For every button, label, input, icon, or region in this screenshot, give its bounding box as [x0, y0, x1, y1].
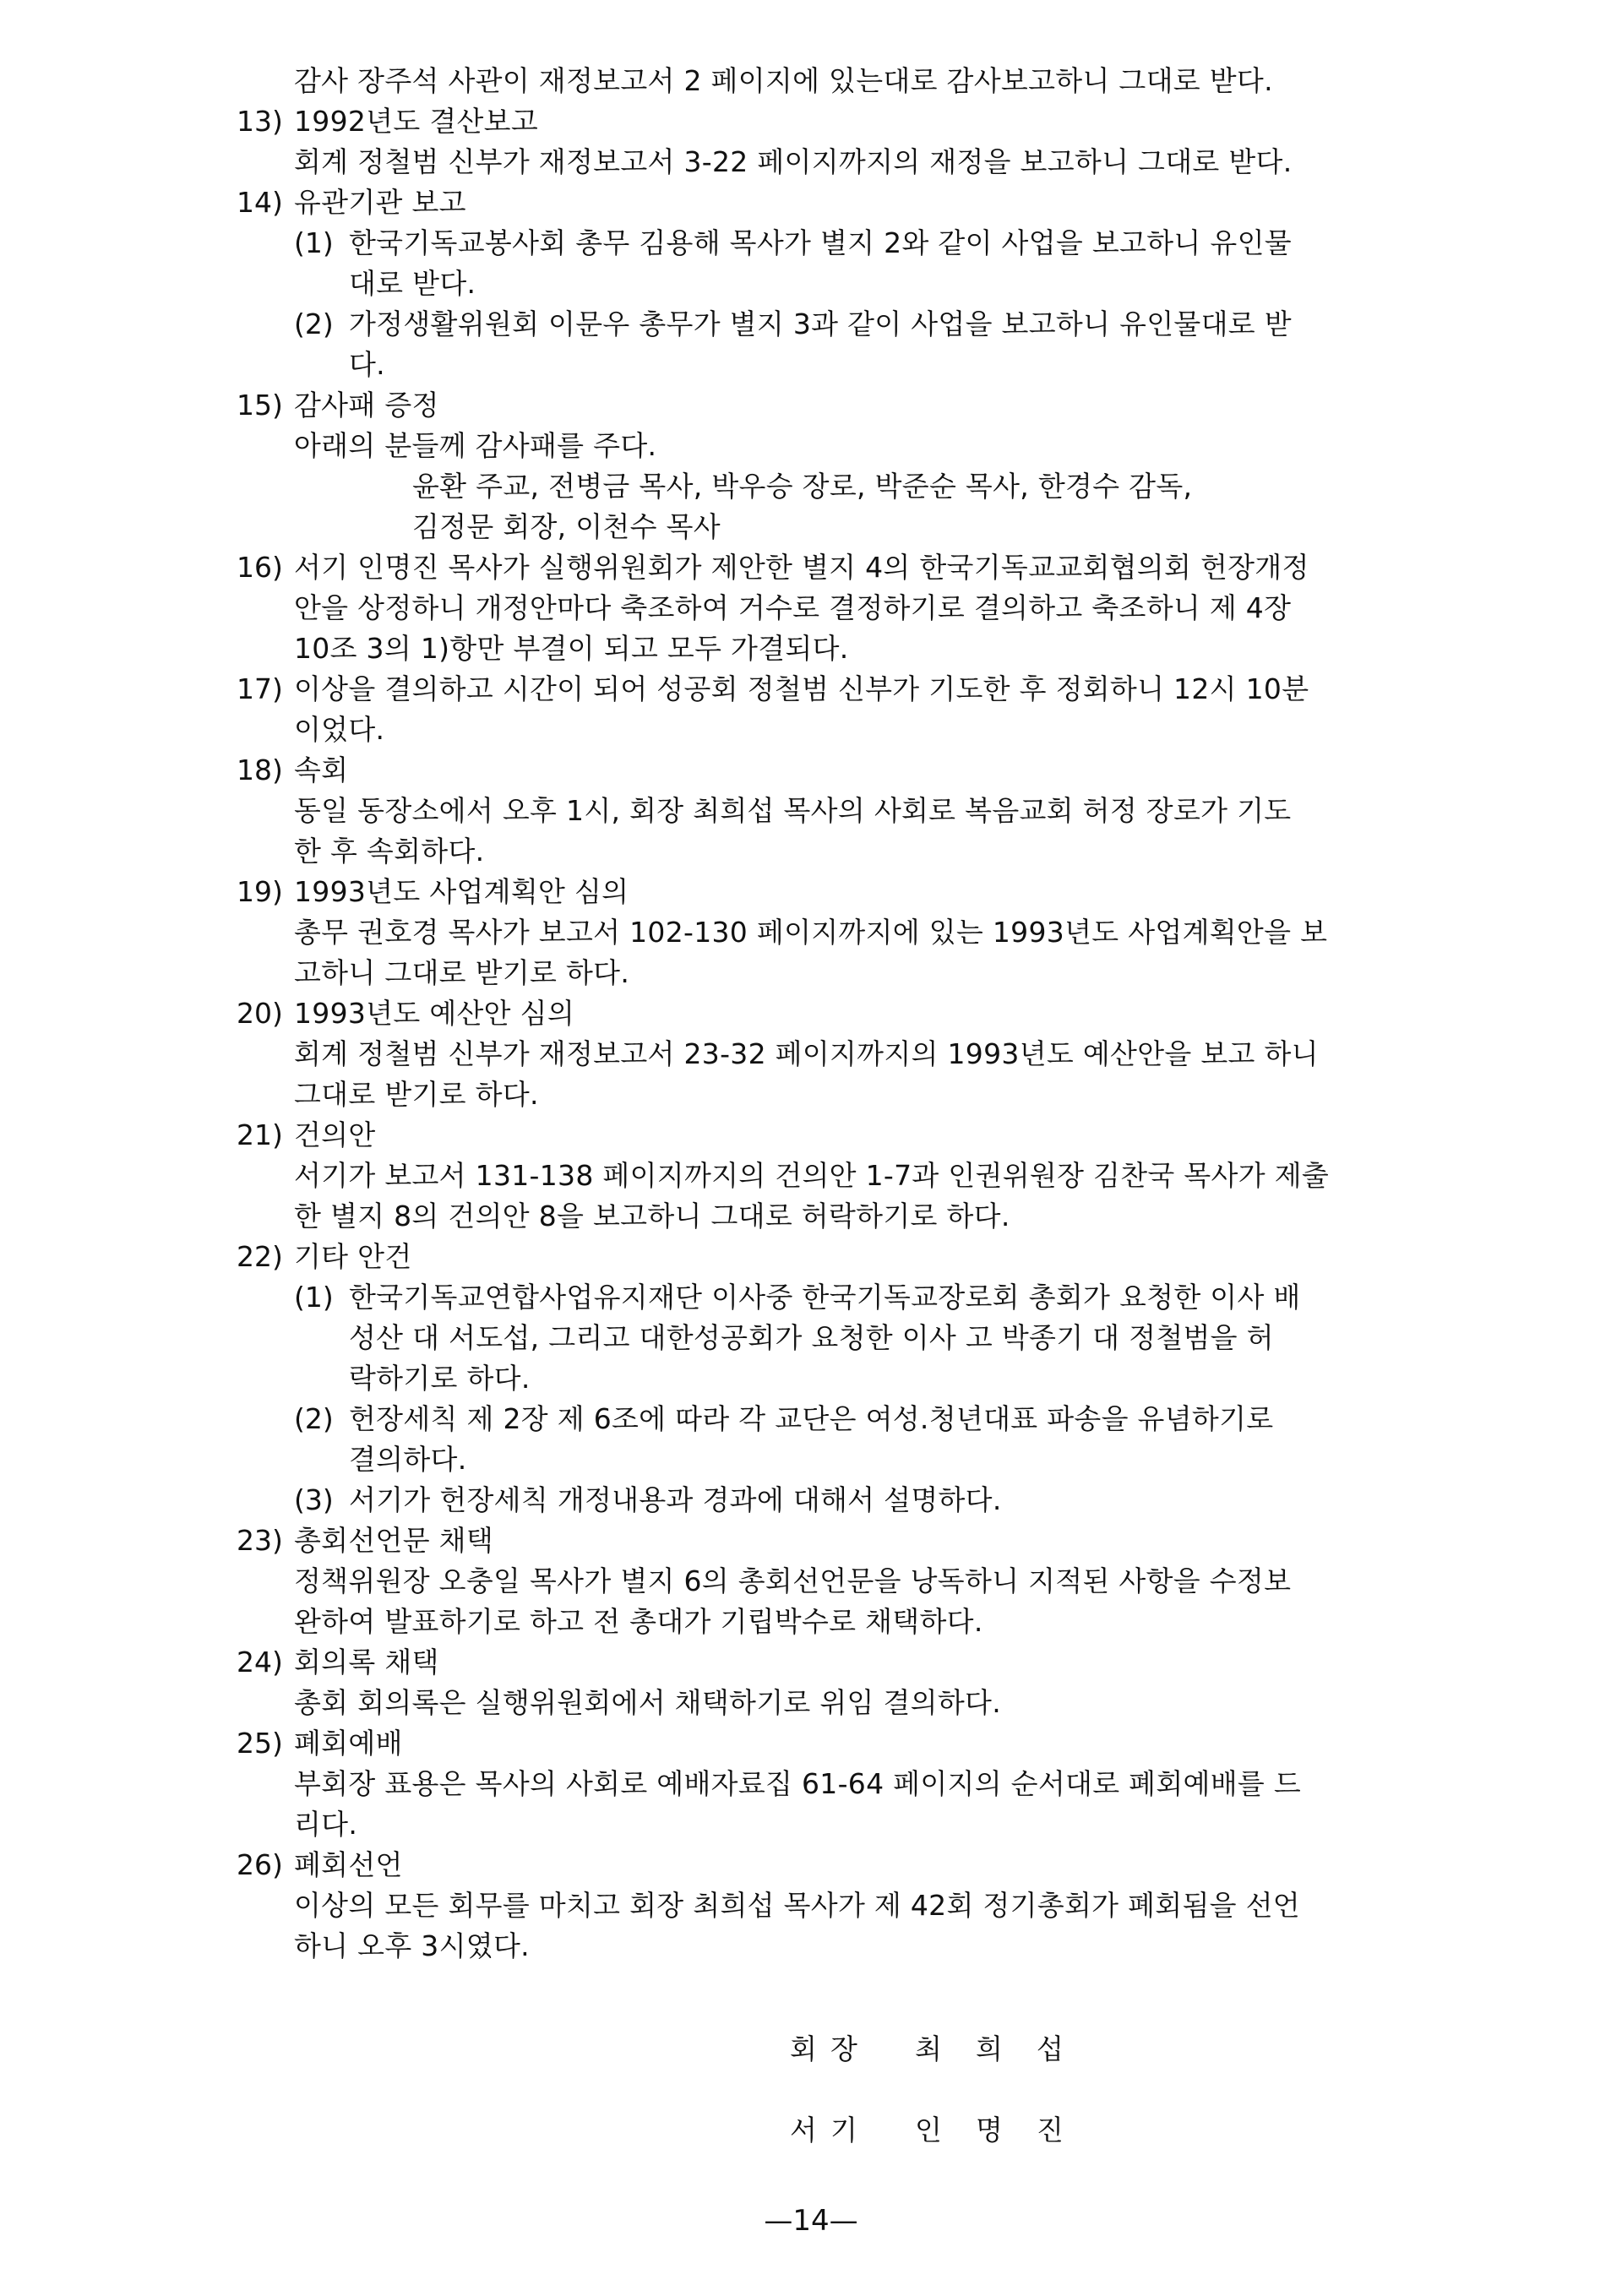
sub-item — [294, 304, 1419, 385]
item-text: 하니 오후 3시였다. — [294, 1929, 530, 1962]
sub-item-text: 성산 대 서도섭, 그리고 대한성공회가 요청한 이사 고 박종기 대 정철범을 허 — [349, 1321, 1274, 1354]
agenda-item-19 — [237, 872, 1419, 993]
sub-item-text: 헌장세칙 제 2장 제 6조에 따라 각 교단은 여성.청년대표 파송을 유념하기로 — [349, 1402, 1274, 1435]
item-text: 정책위원장 오충일 목사가 별지 6의 총회선언문을 낭독하니 지적된 사항을 수정보 — [294, 1564, 1292, 1597]
recipient-names: 윤환 주교, 전병금 목사, 박우승 장로, 박준순 목사, 한경수 감독, — [412, 470, 1193, 503]
item-number: 20) — [237, 997, 283, 1030]
item-heading: 건의안 — [294, 1118, 376, 1151]
sub-item-text: 한국기독교봉사회 총무 김용해 목사가 별지 2와 같이 사업을 보고하니 유인물 — [349, 226, 1292, 259]
sub-item — [294, 223, 1419, 304]
item-text: 안을 상정하니 개정안마다 축조하여 거수로 결정하기로 결의하고 축조하니 제 4장 — [294, 591, 1292, 624]
agenda-item-13 — [237, 101, 1419, 182]
item-number: 17) — [237, 672, 283, 705]
item-text: 부회장 표용은 목사의 사회로 예배자료집 61-64 페이지의 순서대로 폐회예배를 드 — [294, 1767, 1302, 1800]
sub-item — [294, 1480, 1419, 1521]
name-char: 섭 — [1037, 2032, 1064, 2065]
item-number: 22) — [237, 1240, 283, 1273]
name-char: 인 — [915, 2114, 942, 2146]
agenda-item-15 — [237, 385, 1419, 547]
item-heading: 회의록 채택 — [294, 1646, 439, 1678]
name-char: 희 — [976, 2032, 1003, 2065]
item-heading: 총회선언문 채택 — [294, 1524, 494, 1557]
sub-item-number: (1) — [294, 1281, 334, 1314]
agenda-item-18 — [237, 750, 1419, 872]
name-char: 진 — [1037, 2114, 1064, 2146]
agenda-item-17 — [237, 669, 1419, 750]
item-number: 24) — [237, 1646, 283, 1678]
sub-item-text: 다. — [349, 348, 385, 381]
item-number: 14) — [237, 186, 283, 219]
item-text: 회계 정철범 신부가 재정보고서 3-22 페이지까지의 재정을 보고하니 그대로 받다. — [294, 145, 1293, 178]
sub-item-text: 가정생활위원회 이문우 총무가 별지 3과 같이 사업을 보고하니 유인물대로 받 — [349, 307, 1292, 340]
sub-item-text: 대로 받다. — [349, 267, 476, 300]
title-char: 서 — [790, 2114, 817, 2146]
name-char: 명 — [976, 2114, 1003, 2146]
sub-item — [294, 1399, 1419, 1480]
agenda-item-24 — [237, 1642, 1419, 1723]
item-number: 18) — [237, 754, 283, 786]
item-number: 15) — [237, 389, 283, 422]
sub-item-text: 서기가 헌장세칙 개정내용과 경과에 대해서 설명하다. — [349, 1483, 1002, 1516]
title-char: 기 — [830, 2114, 857, 2146]
agenda-item-16 — [237, 547, 1419, 669]
name-char: 최 — [915, 2032, 942, 2065]
agenda-item-21 — [237, 1115, 1419, 1237]
page-number: —14— — [764, 2204, 858, 2238]
sub-item-number: (2) — [294, 307, 334, 340]
item-text: 서기가 보고서 131-138 페이지까지의 건의안 1-7과 인권위원장 김찬국 목사가 제출 — [294, 1159, 1330, 1192]
agenda-item-22 — [237, 1237, 1419, 1521]
item-text: 그대로 받기로 하다. — [294, 1078, 539, 1111]
title-char: 장 — [830, 2032, 857, 2065]
item-number: 13) — [237, 105, 283, 138]
agenda-item-23 — [237, 1521, 1419, 1642]
item-heading: 기타 안건 — [294, 1240, 412, 1273]
title-char: 회 — [790, 2032, 817, 2065]
item-text: 동일 동장소에서 오후 1시, 회장 최희섭 목사의 사회로 복음교회 허정 장로가 기도 — [294, 794, 1292, 827]
item-heading: 1993년도 예산안 심의 — [294, 997, 575, 1030]
item-text: 한 후 속회하다. — [294, 835, 485, 868]
item-heading: 유관기관 보고 — [294, 186, 466, 219]
item-text: 이었다. — [294, 713, 385, 746]
recipient-names: 김정문 회장, 이천수 목사 — [412, 510, 721, 543]
item-text: 고하니 그대로 받기로 하다. — [294, 956, 630, 989]
item-number: 16) — [237, 551, 283, 584]
item-number: 21) — [237, 1118, 283, 1151]
agenda-item-20 — [237, 993, 1419, 1115]
item-text: 완하여 발표하기로 하고 전 총대가 기립박수로 채택하다. — [294, 1605, 983, 1638]
minutes-body — [237, 61, 1419, 1967]
item-text: 리다. — [294, 1808, 358, 1841]
signature-president — [790, 2029, 1097, 2070]
item-heading: 1993년도 사업계획안 심의 — [294, 875, 629, 908]
audit-report-line: 감사 장주석 사관이 재정보고서 2 페이지에 있는대로 감사보고하니 그대로 받다. — [294, 64, 1273, 97]
item-text: 회계 정철범 신부가 재정보고서 23-32 페이지까지의 1993년도 예산안을 보고 하니 — [294, 1037, 1319, 1070]
signature-secretary — [790, 2110, 1097, 2151]
item-number: 26) — [237, 1848, 283, 1881]
item-text: 총무 권호경 목사가 보고서 102-130 페이지까지에 있는 1993년도 사업계획안을 보 — [294, 916, 1328, 949]
item-number: 25) — [237, 1727, 283, 1760]
sub-item-text: 락하기로 하다. — [349, 1362, 531, 1395]
item-text: 총회 회의록은 실행위원회에서 채택하기로 위임 결의하다. — [294, 1686, 1002, 1719]
item-heading: 감사패 증정 — [294, 389, 439, 422]
item-text: 아래의 분들께 감사패를 주다. — [294, 429, 657, 462]
agenda-item-26 — [237, 1845, 1419, 1967]
item-text: 이상의 모든 회무를 마치고 회장 최희섭 목사가 제 42회 정기총회가 폐회됨을 선언 — [294, 1889, 1300, 1922]
item-heading: 속회 — [294, 754, 349, 786]
agenda-item-14 — [237, 182, 1419, 385]
sub-item-text: 한국기독교연합사업유지재단 이사중 한국기독교장로회 총회가 요청한 이사 배 — [349, 1281, 1301, 1314]
sub-item-text: 결의하다. — [349, 1443, 467, 1476]
sub-item-number: (3) — [294, 1483, 334, 1516]
item-text: 이상을 결의하고 시간이 되어 성공회 정철범 신부가 기도한 후 정회하니 12시 10분 — [294, 672, 1309, 705]
item-heading: 폐회선언 — [294, 1848, 403, 1881]
item-text: 한 별지 8의 건의안 8을 보고하니 그대로 허락하기로 하다. — [294, 1200, 1010, 1232]
agenda-item-25 — [237, 1723, 1419, 1845]
item-number: 19) — [237, 875, 283, 908]
item-number: 23) — [237, 1524, 283, 1557]
item-heading: 1992년도 결산보고 — [294, 105, 539, 138]
sub-item — [294, 1277, 1419, 1399]
sub-item-number: (1) — [294, 226, 334, 259]
item-text: 서기 인명진 목사가 실행위원회가 제안한 별지 4의 한국기독교교회협의회 헌장개정 — [294, 551, 1309, 584]
sub-item-number: (2) — [294, 1402, 334, 1435]
item-heading: 폐회예배 — [294, 1727, 403, 1760]
item-text: 10조 3의 1)항만 부결이 되고 모두 가결되다. — [294, 632, 849, 665]
